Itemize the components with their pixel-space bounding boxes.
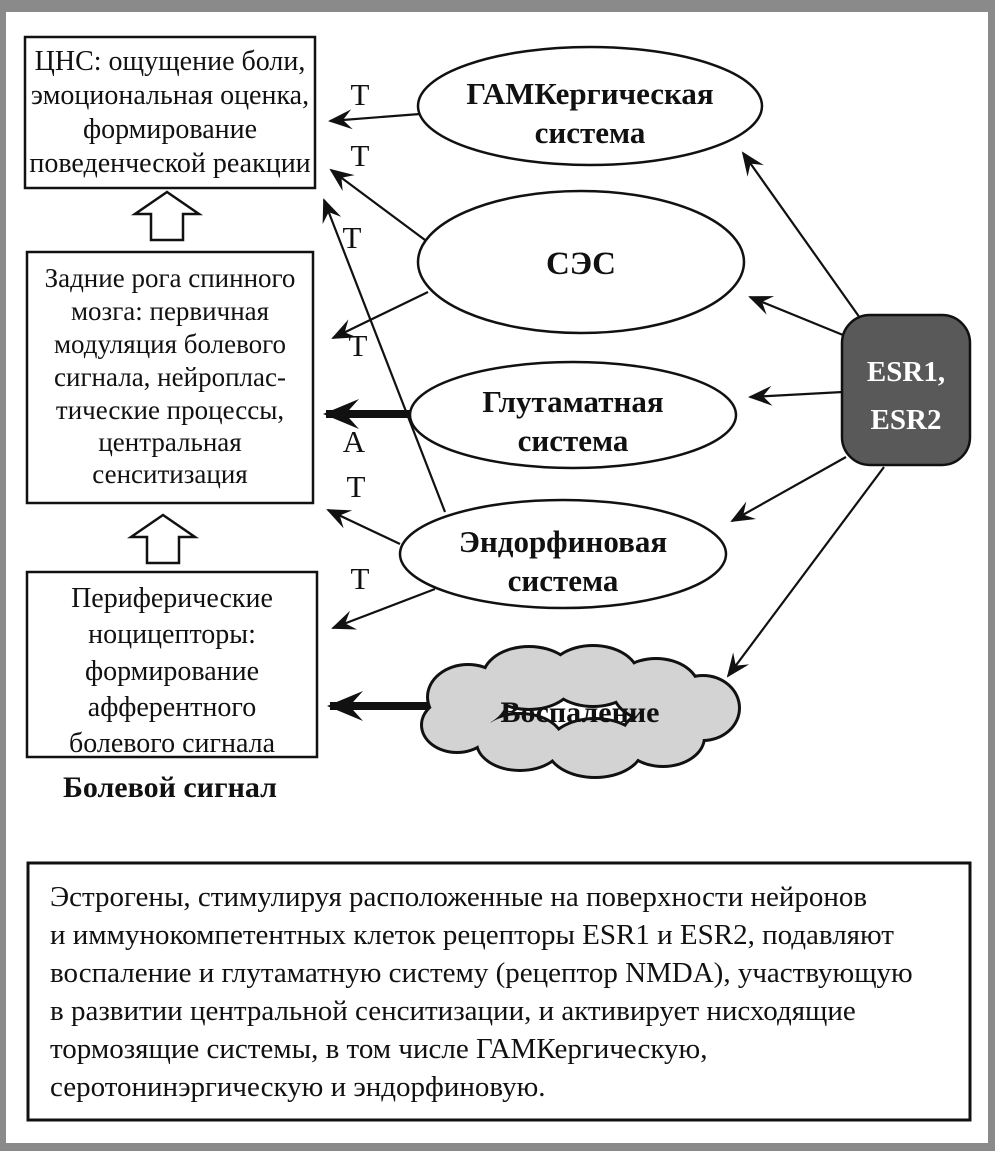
glutamate-system-label: Глутаматная (482, 384, 664, 419)
esr-box-label: ESR2 (870, 404, 942, 436)
glutamate-system-label: система (517, 423, 629, 458)
esr-box-label: ESR1, (866, 356, 946, 388)
nociceptors-box-text (69, 583, 276, 759)
caption-line: серотонинэргическую и эндорфиновую. (50, 1071, 546, 1103)
gaba-system-label: ГАМКергическая (466, 76, 714, 111)
dorsal-box-line: тические процессы, (55, 395, 285, 425)
caption-line: воспаление и глутаматную систему (рецептор NMDA), участвующую (50, 957, 913, 989)
caption-line: Эстрогены, стимулируя расположенные на поверхности нейронов (50, 881, 868, 913)
endorphin-system-label: Эндорфиновая (458, 524, 668, 559)
periph-box-line: Периферические (71, 583, 273, 614)
dorsal-box-line: мозга: первичная (70, 296, 270, 326)
label-t-ses-dorsal: Т (348, 328, 368, 363)
dorsal-box-line: модуляция болевого (53, 329, 287, 359)
dorsal-box-line: сигнала, нейроплас- (54, 362, 286, 392)
cns-box-line: поведенческой реакции (29, 148, 311, 179)
inflammation-label: Воспаление (500, 696, 660, 729)
dorsal-box-line: сенситизация (92, 459, 248, 489)
ses-system-label: СЭС (545, 246, 617, 282)
periph-box-line: формирование (84, 656, 260, 687)
cns-box-line: ЦНС: ощущение боли, (34, 46, 306, 77)
cns-box-line: формирование (82, 114, 258, 145)
cns-box-line: эмоциональная оценка, (30, 80, 310, 111)
label-t-gaba-cns: Т (350, 77, 370, 112)
pain-signal-label: Болевой сигнал (63, 771, 277, 804)
label-a-glutamate-dorsal: А (342, 424, 366, 459)
esr-receptors-box (842, 315, 970, 465)
periph-box-line: афферентного (87, 692, 257, 723)
periph-box-line: болевого сигнала (68, 728, 276, 759)
label-t-ses-cns: Т (350, 138, 370, 173)
dorsal-box-line: Задние рога спинного (44, 263, 296, 293)
label-t-endorphin-dorsal: Т (346, 469, 366, 504)
periph-box-line: ноцицепторы: (88, 619, 256, 650)
label-t-endorphin-cns: Т (342, 220, 362, 255)
caption-line: тормозящие системы, в том числе ГАМКергическую, (50, 1033, 708, 1065)
label-t-endorphin-periph: Т (350, 561, 370, 596)
endorphin-system-label: система (507, 563, 619, 598)
caption-line: в развитии центральной сенситизации, и активирует нисходящие (50, 995, 856, 1027)
gaba-system-label: система (534, 115, 646, 150)
caption-line: и иммунокомпетентных клеток рецепторы ESR1 и ESR2, подавляют (50, 919, 894, 951)
dorsal-box-line: центральная (98, 427, 242, 457)
